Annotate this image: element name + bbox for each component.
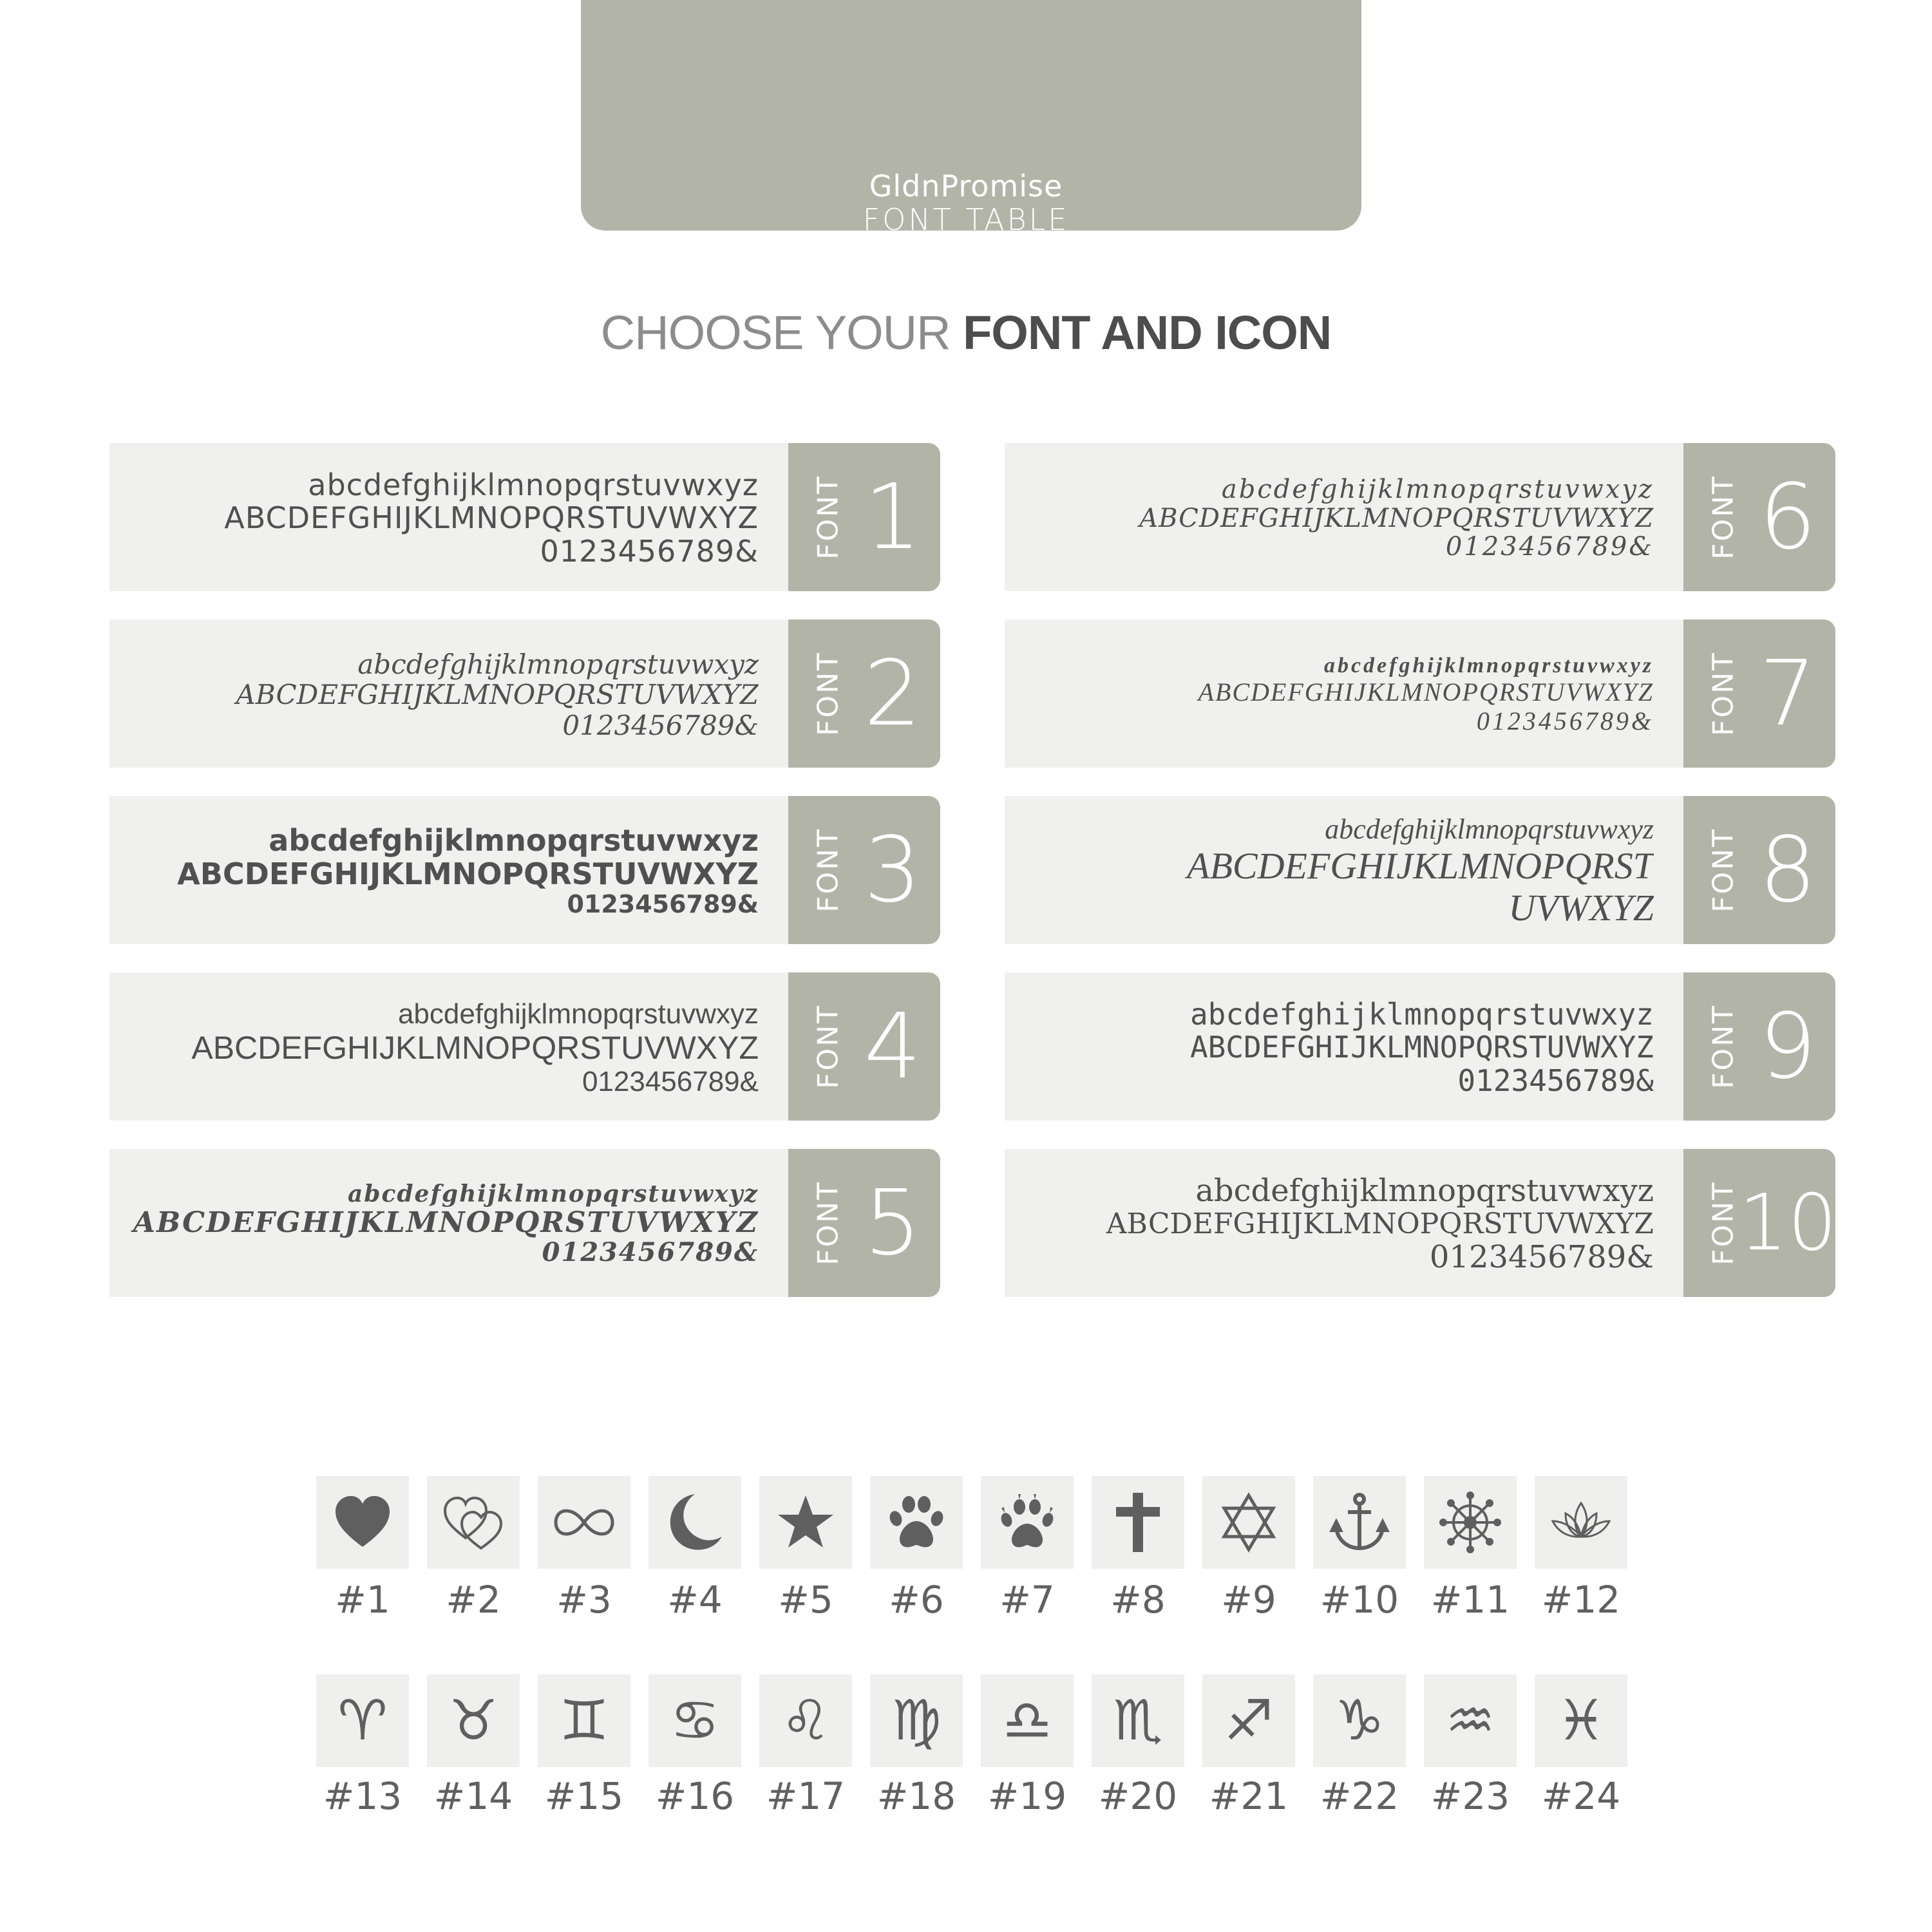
font-word: FONT [811,651,845,736]
sample-lowercase: abcdefghijklmnopqrstuvwxyz [1221,474,1654,504]
heart-icon [330,1490,395,1555]
icon-label: #8 [1110,1578,1166,1622]
anchor-icon [1327,1490,1392,1555]
cancer-icon: ♋ [670,1689,720,1753]
sample-uppercase: ABCDEFGHIJKLMNOPQRSTUVWXYZ [191,1030,759,1066]
font-number: 5 [864,1170,922,1276]
icon-label: #7 [999,1578,1055,1622]
icon-label: #24 [1541,1774,1621,1818]
font-sample [1024,984,1654,1112]
sample-lowercase: abcdefghijklmnopqrstuvwxyz [357,649,759,681]
icon-label: #22 [1320,1774,1399,1818]
paw-print-icon [884,1490,949,1555]
leo-icon: ♌ [781,1689,831,1753]
icon-tile-5[interactable] [759,1476,852,1569]
page-title [0,305,1932,360]
aquarius-icon: ♒ [1445,1689,1495,1753]
icon-tile-21[interactable] [1202,1674,1295,1767]
icon-tile-2[interactable] [427,1476,520,1569]
sample-uppercase: ABCDEFGHIJKLMNOPQRSTUVWXYZ [236,679,759,711]
capricorn-icon: ♑ [1334,1689,1385,1753]
icon-label: #10 [1320,1578,1399,1622]
font-word: FONT [1707,651,1740,736]
font-number: 10 [1738,1178,1837,1268]
sample-digits: 0123456789& [540,533,759,569]
sagittarius-icon: ♐ [1224,1689,1274,1753]
sample-digits: 0123456789& [1457,1063,1654,1098]
sample-uppercase: ABCDEFGHIJKLMNOPQRST [1187,844,1654,887]
font-card-10[interactable] [1005,1149,1835,1297]
font-number: 8 [1759,817,1817,923]
font-tag [1683,620,1835,768]
sample-uppercase: ABCDEFGHIJKLMNOPQRSTUVWXYZ [1139,503,1654,533]
font-word: FONT [811,1004,845,1089]
claw-paw-print-icon [995,1490,1059,1555]
libra-icon: ♎ [1002,1689,1052,1753]
font-number: 1 [864,464,922,570]
font-card-8[interactable] [1005,796,1835,944]
sample-uppercase: ABCDEFGHIJKLMNOPQRSTUVWXYZ [1189,1030,1654,1065]
font-sample [1024,631,1654,759]
aries-icon: ♈ [337,1689,388,1753]
icon-label: #16 [655,1774,735,1818]
font-sample [129,808,759,935]
font-card-4[interactable] [109,972,940,1121]
pisces-icon: ♓ [1556,1689,1606,1753]
font-card-1[interactable] [109,443,940,591]
font-word: FONT [1707,1180,1740,1265]
font-tag [788,620,940,768]
icon-label: #13 [323,1774,402,1818]
sample-uppercase: ABCDEFGHIJKLMNOPQRSTUVWXYZ [133,1206,759,1240]
font-card-5[interactable] [109,1149,940,1297]
taurus-icon: ♉ [448,1689,498,1753]
font-tag [1683,1149,1835,1297]
sample-digits: 0123456789& [1429,1238,1654,1275]
icon-tile-20[interactable] [1092,1674,1184,1767]
ship-wheel-icon [1438,1490,1502,1555]
icon-tile-1[interactable] [316,1476,409,1569]
icon-label: #11 [1430,1578,1510,1622]
icon-tile-6[interactable] [870,1476,963,1569]
star-icon [773,1490,838,1555]
icon-label: #21 [1209,1774,1289,1818]
double-heart-icon [441,1490,506,1555]
font-word: FONT [1707,828,1740,913]
lotus-icon [1549,1490,1613,1555]
font-word: FONT [811,475,845,560]
font-word: FONT [1707,1004,1740,1089]
icon-tile-14[interactable] [427,1674,520,1767]
virgo-icon: ♍ [891,1689,942,1753]
font-tag [788,972,940,1121]
headline-light: CHOOSE YOUR [600,306,963,359]
font-sample [129,984,759,1112]
icon-label: #2 [446,1578,501,1622]
sample-lowercase: abcdefghijklmnopqrstuvwxyz [1189,996,1654,1032]
icon-tile-12[interactable] [1535,1476,1627,1569]
font-sample [129,631,759,759]
font-card-3[interactable] [109,796,940,944]
font-sample [1024,455,1654,582]
icon-label: #9 [1221,1578,1276,1622]
font-sample [129,455,759,582]
icon-label: #19 [987,1774,1067,1818]
font-number: 9 [1759,994,1817,1099]
font-card-6[interactable] [1005,443,1835,591]
icon-label: #3 [556,1578,612,1622]
icon-label: #17 [766,1774,846,1818]
sample-uppercase-cont: UVWXYZ [1508,886,1654,929]
font-card-2[interactable] [109,620,940,768]
icon-tile-11[interactable] [1424,1476,1517,1569]
font-tag [1683,443,1835,591]
font-number: 6 [1759,464,1817,570]
icon-tile-8[interactable] [1092,1476,1184,1569]
sample-digits: 0123456789& [567,890,759,919]
icon-label: #23 [1430,1774,1510,1818]
brand-name: GldnPromise [869,169,1063,204]
sample-lowercase: abcdefghijklmnopqrstuvwxyz [347,1180,759,1208]
icon-tile-9[interactable] [1202,1476,1295,1569]
font-number: 4 [864,994,922,1099]
icon-tile-10[interactable] [1313,1476,1406,1569]
icon-label: #1 [335,1578,390,1622]
sample-uppercase: ABCDEFGHIJKLMNOPQRSTUVWXYZ [177,856,759,891]
icon-label: #14 [433,1774,513,1818]
gemini-icon: ♊ [559,1689,609,1753]
icon-tile-4[interactable] [649,1476,741,1569]
icon-tile-7[interactable] [981,1476,1074,1569]
sample-digits: 0123456789& [582,1066,759,1097]
font-sample [1024,1160,1654,1288]
icon-tile-19[interactable] [981,1674,1074,1767]
sample-lowercase: abcdefghijklmnopqrstuvwxyz [397,998,759,1030]
sample-digits: 0123456789& [1476,706,1654,736]
font-word: FONT [1707,475,1740,560]
font-word: FONT [811,1180,845,1265]
font-tag [788,443,940,591]
sample-lowercase: abcdefghijklmnopqrstuvwxyz [1323,654,1654,678]
sample-lowercase: abcdefghijklmnopqrstuvwxyz [1325,813,1654,846]
icon-label: #20 [1098,1774,1178,1818]
sample-lowercase: abcdefghijklmnopqrstuvwxyz [1195,1172,1654,1209]
icon-tile-24[interactable] [1535,1674,1627,1767]
font-number: 2 [864,641,922,746]
icon-label: #4 [667,1578,723,1622]
icon-tile-23[interactable] [1424,1674,1517,1767]
font-sample [129,1160,759,1288]
sample-digits: 0123456789& [562,709,759,741]
sample-lowercase: abcdefghijklmnopqrstuvwxyz [269,823,759,858]
font-card-9[interactable] [1005,972,1835,1121]
icon-label: #12 [1541,1578,1621,1622]
font-word: FONT [811,828,845,913]
icon-tile-15[interactable] [538,1674,630,1767]
cross-icon [1106,1490,1170,1555]
icon-tile-3[interactable] [538,1476,630,1569]
infinity-icon [552,1490,616,1555]
icon-tile-17[interactable] [759,1674,852,1767]
font-table-subtitle: FONT TABLE [862,202,1070,237]
sample-uppercase: ABCDEFGHIJKLMNOPQRSTUVWXYZ [224,500,759,536]
icon-label: #18 [876,1774,956,1818]
font-tag [788,1149,940,1297]
icon-tile-13[interactable] [316,1674,409,1767]
sample-uppercase: ABCDEFGHIJKLMNOPQRSTUVWXYZ [1106,1208,1654,1241]
icon-tile-22[interactable] [1313,1674,1406,1767]
font-tag [788,796,940,944]
font-tag [1683,972,1835,1121]
icon-label: #6 [889,1578,944,1622]
crescent-moon-icon [663,1490,727,1555]
sample-lowercase: abcdefghijklmnopqrstuvwxyz [308,467,759,502]
font-sample [1024,808,1654,935]
icon-tile-16[interactable] [649,1674,741,1767]
font-tag [1683,796,1835,944]
sample-digits: 0123456789& [542,1237,759,1268]
sample-uppercase: ABCDEFGHIJKLMNOPQRSTUVWXYZ [1198,677,1654,707]
font-number: 7 [1759,641,1817,746]
font-card-7[interactable] [1005,620,1835,768]
icon-label: #15 [544,1774,624,1818]
icon-label: #5 [778,1578,833,1622]
font-number: 3 [864,817,922,923]
sample-digits: 0123456789& [1445,532,1654,562]
scorpio-icon: ♏ [1113,1689,1163,1753]
icon-tile-18[interactable] [870,1674,963,1767]
star-of-david-icon [1217,1490,1281,1555]
headline-bold: FONT AND ICON [963,306,1332,359]
